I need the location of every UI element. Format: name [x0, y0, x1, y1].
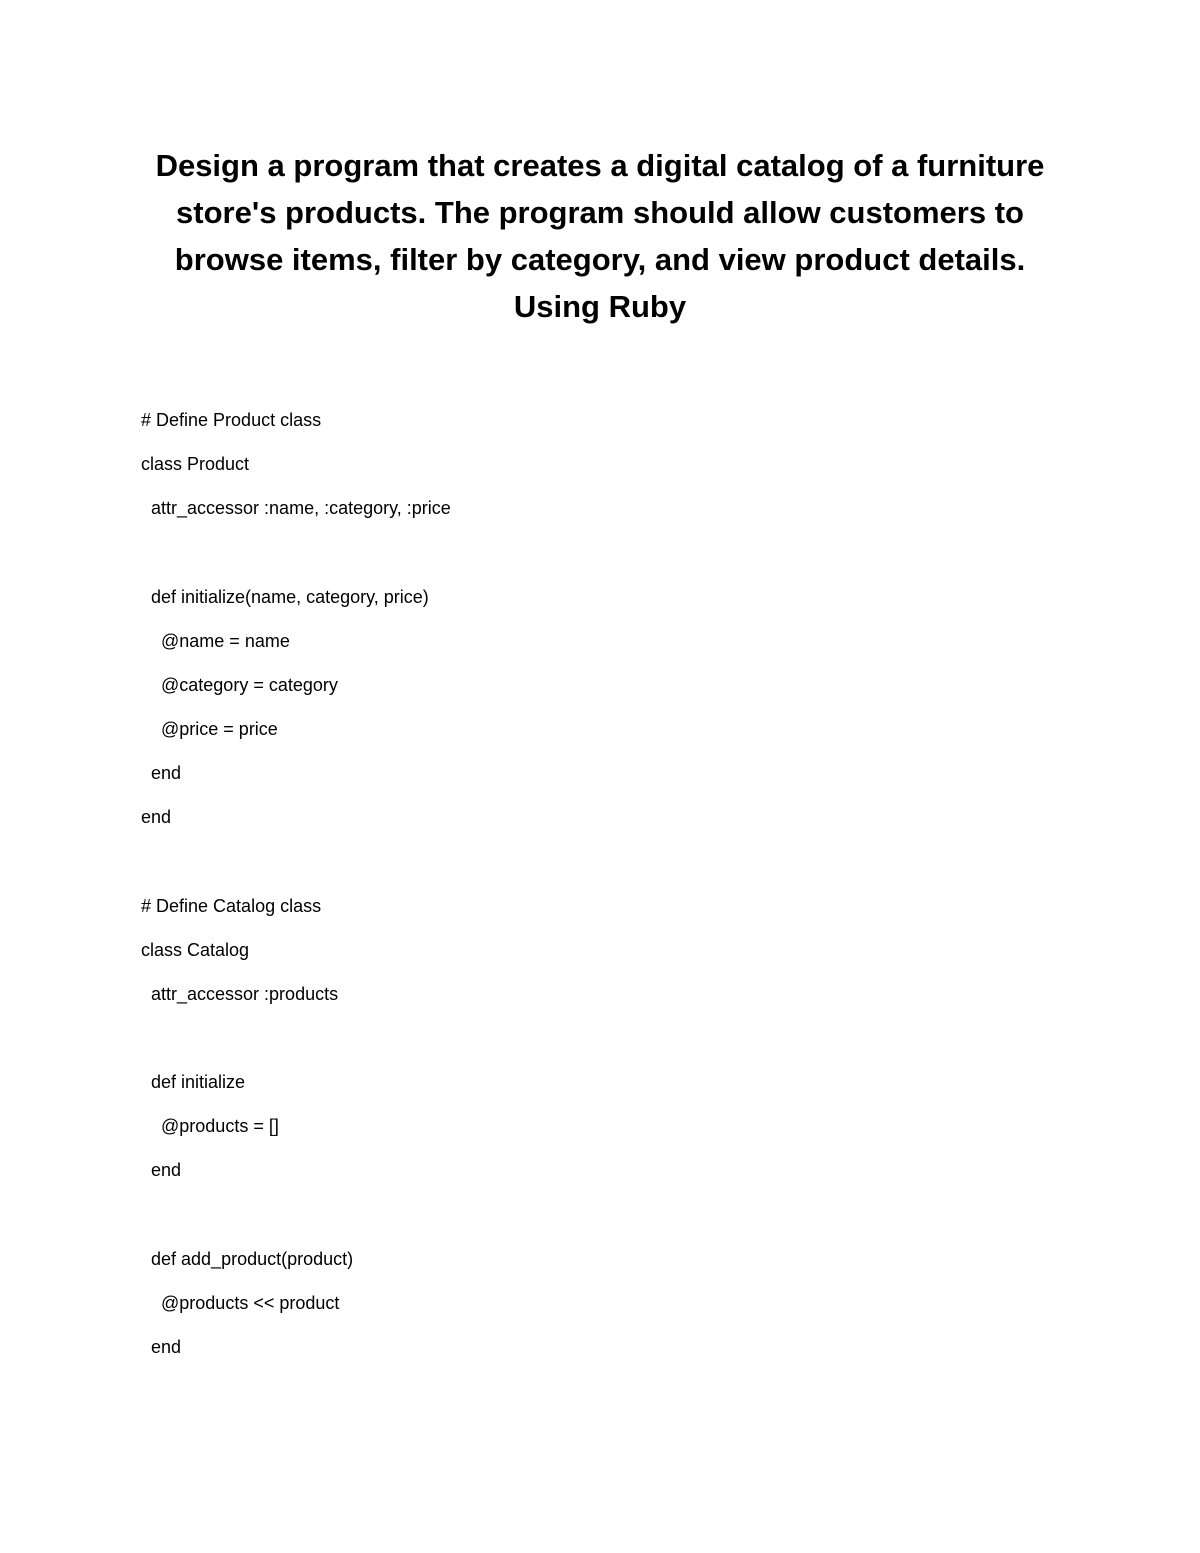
- code-line: @category = category: [141, 674, 338, 695]
- code-line: def add_product(product): [141, 1248, 354, 1269]
- title-line: store's products. The program should allow customers to: [176, 195, 1024, 230]
- code-listing: [141, 407, 1041, 1378]
- code-line: class Product: [141, 454, 250, 475]
- code-line: @products << product: [141, 1292, 340, 1313]
- code-line: class Catalog: [141, 939, 250, 960]
- code-line: def initialize: [141, 1072, 246, 1093]
- title-line: Design a program that creates a digital catalog of a furniture: [155, 148, 1045, 183]
- title-line: browse items, filter by category, and view product details.: [174, 242, 1026, 277]
- code-line: @price = price: [141, 718, 278, 739]
- code-line: end: [141, 1160, 182, 1181]
- code-line: @products = []: [141, 1116, 279, 1137]
- code-line: end: [141, 1336, 182, 1357]
- code-line: # Define Product class: [141, 410, 322, 430]
- code-line: [141, 848, 1041, 892]
- code-line: [141, 1202, 1041, 1246]
- code-line: [141, 539, 1041, 583]
- code-line: @name = name: [141, 630, 290, 651]
- code-line: [141, 1025, 1041, 1069]
- document-title: [120, 142, 1080, 330]
- code-line: end: [141, 763, 182, 784]
- code-line: attr_accessor :products: [141, 983, 339, 1004]
- code-line: # Define Catalog class: [141, 895, 322, 916]
- code-line: attr_accessor :name, :category, :price: [141, 498, 451, 519]
- code-line: end: [141, 807, 172, 828]
- code-line: def initialize(name, category, price): [141, 586, 429, 607]
- title-line: Using Ruby: [513, 289, 687, 324]
